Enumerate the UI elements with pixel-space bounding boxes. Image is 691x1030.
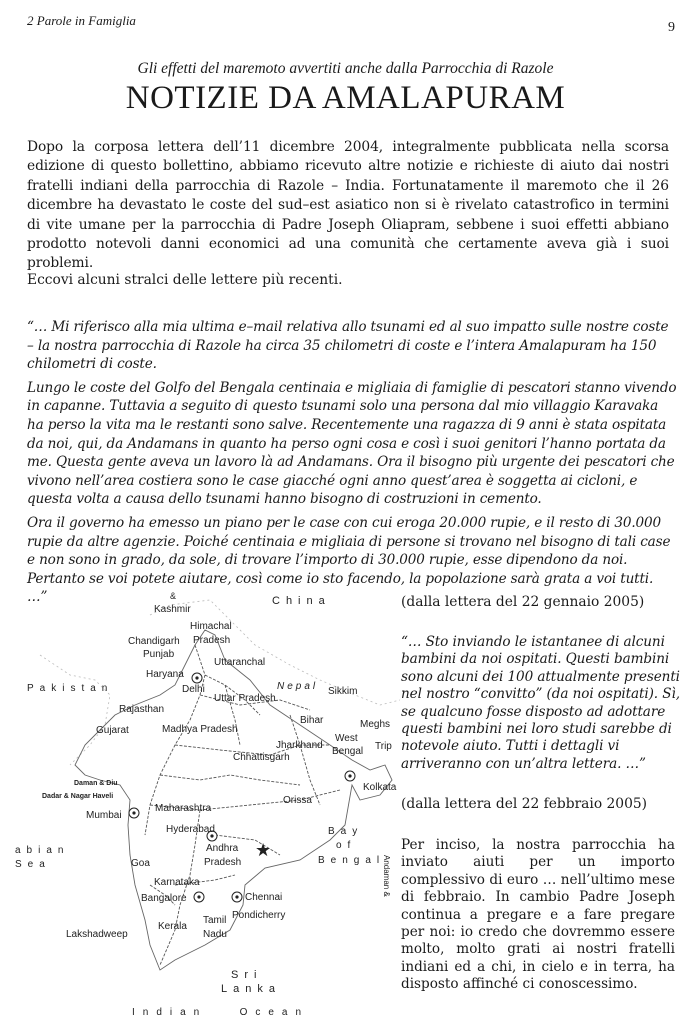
label-pondicherry: Pondicherry xyxy=(232,910,286,921)
label-haryana: Haryana xyxy=(146,669,184,680)
letter-january-quote xyxy=(27,318,677,612)
label-hyderabad: Hyderabad xyxy=(166,824,215,835)
intro-paragraph: Dopo la corposa lettera dell’11 dicembre 2004, integralmente pubblicata nella scorsa edizione di questo bollettino, abbiamo ricevuto altre notizie e richieste di aiuto dai nostri fratelli indiani della parrocchia di Razole – India. Fortunatamente il maremoto che il 26 dicembre ha devastato le coste del sud–est asiatico non si è rivelato catastrofico in termini di vite umane per la parrocchia di Padre Joseph Oliapram, sebbene i suoi effetti abbiano prodotto notevoli danni economici ad una comunità che certamente aveva già i suoi problemi. xyxy=(27,139,669,272)
label-indian-ocean: Indian Ocean xyxy=(132,1007,310,1018)
label-daman-diu: Daman & Diu xyxy=(74,780,118,787)
letter-february-quote: “… Sto inviando le istantanee di alcuni bambini da noi ospitati. Questi bambini sono alcuni dei 100 attualmente presenti nel nostro “convitto” (da noi ospitati). Sì, se qualcuno fosse disposto ad adottare questi bambini nei loro studi sarebbe di notevole aiuto. Tutti i dettagli vi arriveranno con un’altra lettera. …” xyxy=(401,634,680,772)
city-marker-chennai-icon xyxy=(232,892,242,902)
label-jk-amp: & xyxy=(170,591,177,601)
label-goa: Goa xyxy=(131,858,150,869)
letter-january-paragraph-3: Ora il governo ha emesso un piano per le case con cui eroga 20.000 rupie, e il resto di 30.000 rupie da altre agenzie. Poiché centinaia e migliaia di persone si trovano nel bisogno di tali case e non sono in grado, da sole, di trovare l’importo di 30.000 rupie, esse dipendono da noi. Pertanto se voi potete aiutare, così come io sto facendo, la popolazione sarà grata a voi tutti. …” xyxy=(27,514,671,606)
letter-january-paragraph-1: “… Mi riferisco alla mia ultima e–mail relativa allo tsunami ed al suo impatto sulle nostre coste – la nostra parrocchia di Razole ha circa 35 chilometri di coste e l’intera Amalapuram ha 150 chilometri di coste. xyxy=(27,319,669,373)
letter-january-source: (dalla lettera del 22 gennaio 2005) xyxy=(401,594,645,610)
label-kashmir: Kashmir xyxy=(154,604,191,615)
city-marker-kolkata-icon xyxy=(345,771,355,781)
label-chhattisgarh: Chhattisgarh xyxy=(233,752,290,763)
label-sea: Sea xyxy=(15,859,51,870)
article-title: NOTIZIE DA AMALAPURAM xyxy=(125,80,566,116)
label-west: West xyxy=(335,733,358,744)
closing-paragraph: Per inciso, la nostra parrocchia ha inviato aiuti per un importo complessivo di euro … nell’ultimo mese di febbraio. In cambio Padre Joseph continua a pregare e a fare pregare per noi: io credo che dovremmo essere molto, molto grati ai nostri fratelli indiani ed a chi, in cielo e in terra, ha disposto affinché ci conoscessimo. xyxy=(401,837,675,993)
label-west-bengal: Bengal xyxy=(332,746,364,757)
label-chandigarh: Chandigarh xyxy=(128,636,180,647)
label-punjab: Punjab xyxy=(143,649,175,660)
label-andhra: Andhra xyxy=(206,843,239,854)
label-himachal: Himachal xyxy=(190,621,232,632)
label-orissa: Orissa xyxy=(283,795,312,806)
label-bay: Bay xyxy=(328,826,364,837)
city-marker-bangalore-icon xyxy=(194,892,204,902)
india-map xyxy=(0,585,400,1030)
label-arabian: abian xyxy=(15,845,70,856)
article-subtitle: Gli effetti del maremoto avvertiti anche dalla Parrocchia di Razole xyxy=(137,60,554,77)
label-himachal-pradesh: Pradesh xyxy=(193,635,231,646)
label-meghalaya: Meghs xyxy=(360,719,391,730)
label-nadu: Nadu xyxy=(203,929,227,940)
city-marker-delhi-icon xyxy=(192,673,202,683)
label-pakistan: Pakistan xyxy=(27,683,114,694)
map-border-west xyxy=(40,655,110,765)
label-madhya-pradesh: Madhya Pradesh xyxy=(162,724,238,735)
label-bihar: Bihar xyxy=(300,715,324,726)
label-lakshadweep: Lakshadweep xyxy=(66,929,128,940)
label-bangalore: Bangalore xyxy=(141,893,187,904)
label-lanka: Lanka xyxy=(221,983,281,995)
label-delhi: Delhi xyxy=(182,684,205,695)
label-chennai: Chennai xyxy=(245,892,283,903)
label-uttaranchal: Uttaranchal xyxy=(214,657,266,668)
label-mumbai: Mumbai xyxy=(86,810,122,821)
label-andhra-pradesh: Pradesh xyxy=(204,857,242,868)
running-head: 2 Parole in Famiglia xyxy=(27,13,136,28)
label-karnataka: Karnataka xyxy=(154,877,200,888)
label-sri: Sri xyxy=(231,969,263,981)
label-uttar-pradesh: Uttar Pradesh xyxy=(214,693,276,704)
label-rajasthan: Rajasthan xyxy=(119,704,165,715)
label-dadra-nagar-haveli: Dadar & Nagar Haveli xyxy=(42,793,114,800)
label-andaman: Andaman & xyxy=(382,855,391,897)
label-kerala: Kerala xyxy=(158,921,187,932)
label-kolkata: Kolkata xyxy=(363,782,397,793)
label-jharkhand: Jharkhand xyxy=(276,740,323,751)
label-maharashtra: Maharashtra xyxy=(155,803,212,814)
label-gujarat: Gujarat xyxy=(96,725,129,736)
label-sikkim: Sikkim xyxy=(328,686,358,697)
star-marker-icon: ★ xyxy=(255,840,272,860)
letter-january-paragraph-2: Lungo le coste del Golfo del Bengala centinaia e migliaia di famiglie di pescatori stanno vivendo in capanne. Tuttavia a seguito di questo tsunami solo una persona dal mio villaggio Karavaka ha perso la vita ma le restanti sono salve. Recentemente una ragazza di 9 anni è stata ospitata da noi, qui, da Andamans in quanto ha perso ogni cosa e così i suoi genitori l’hanno portata da me. Questa gente aveva un lavoro là ad Andamans. Ora il bisogno più urgente dei pescatori che vivono nell’area costiera sono le case giacché ogni anno quest’area è soggetta ai cicloni, e questa volta a causa dello tsunami hanno bisogno di costruzioni in cemento. xyxy=(27,379,677,508)
label-nepal: Nepal xyxy=(277,681,319,692)
label-tripura: Trip xyxy=(375,741,392,752)
letter-february-source: (dalla lettera del 22 febbraio 2005) xyxy=(401,796,648,812)
page-number: 9 xyxy=(668,20,675,35)
label-china: China xyxy=(272,595,331,607)
lead-in-paragraph: Eccovi alcuni stralci delle lettere più recenti. xyxy=(27,272,343,288)
city-marker-mumbai-icon xyxy=(129,808,139,818)
label-of: of xyxy=(336,840,357,851)
label-bengal: Bengal xyxy=(318,855,386,866)
label-tamil: Tamil xyxy=(203,915,227,926)
